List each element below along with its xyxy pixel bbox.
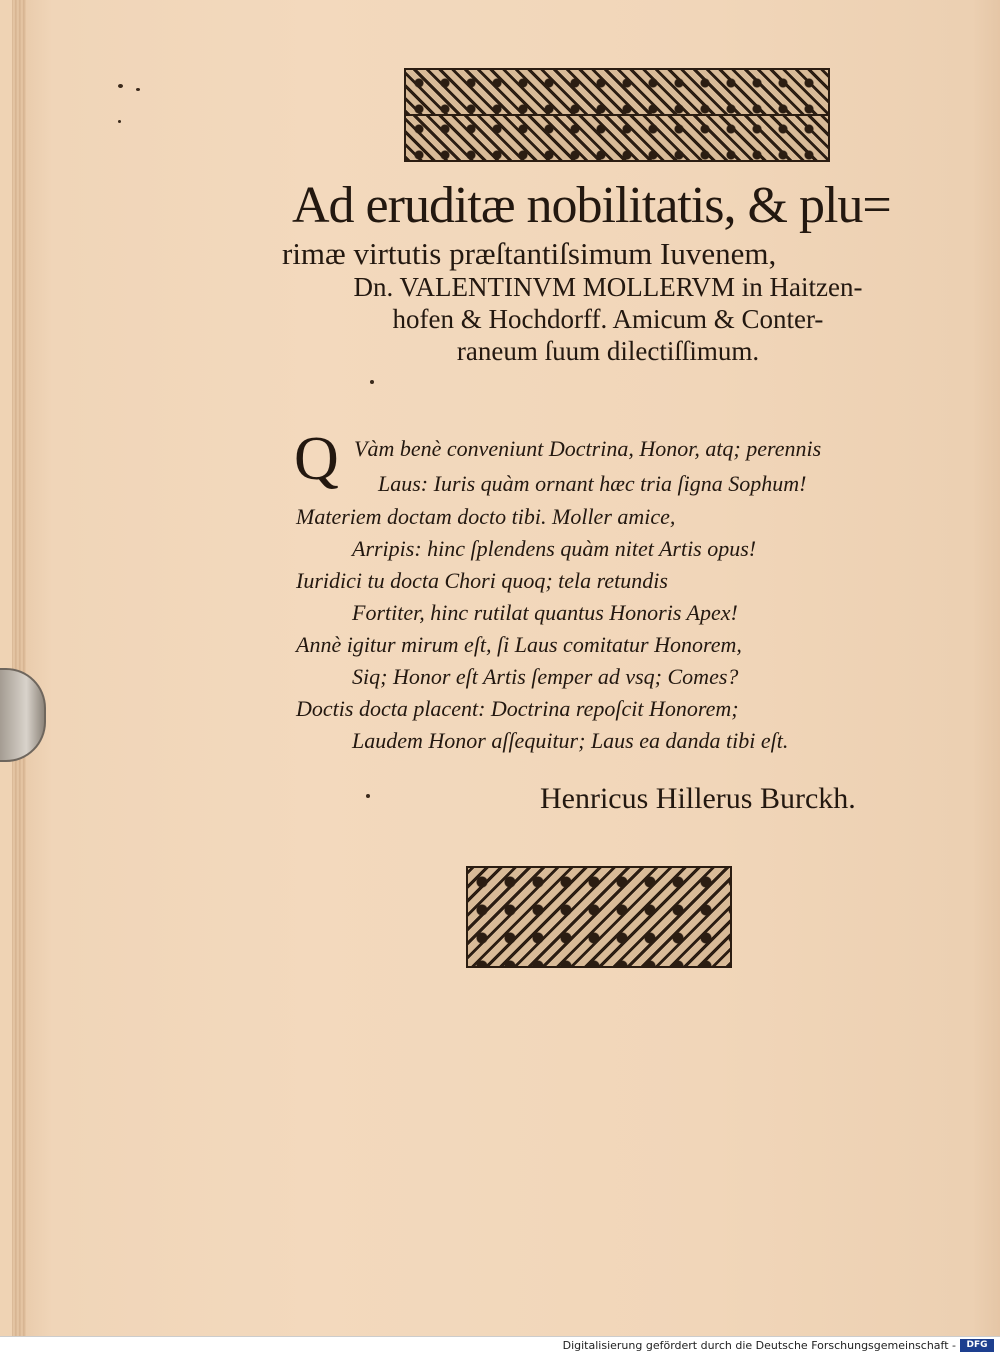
poem-line: Iuridici tu docta Chori quoq; tela retundis bbox=[296, 568, 668, 593]
poem-line: Laudem Honor aſſequitur; Laus ea danda tibi eſt. bbox=[352, 728, 789, 753]
dedication-title bbox=[278, 177, 938, 366]
title-line-1: Ad eruditæ nobilitatis, & plu= bbox=[292, 177, 891, 234]
title-line-5: raneum ſuum dilectiſſimum. bbox=[456, 336, 760, 366]
poem-line: Vàm benè conveniunt Doctrina, Honor, atq; perennis bbox=[354, 436, 822, 461]
ink-speck bbox=[136, 88, 140, 91]
dfg-logo: DFG bbox=[960, 1339, 994, 1352]
poem-line: Doctis docta placent: Doctrina repoſcit Honorem; bbox=[296, 696, 739, 721]
ornament-vignette-bottom bbox=[466, 866, 732, 968]
ink-speck bbox=[366, 794, 370, 798]
title-line-4: hofen & Hochdorff. Amicum & Conter- bbox=[392, 304, 824, 334]
ornament-band-top bbox=[404, 68, 830, 116]
ink-speck bbox=[118, 84, 123, 88]
poem-line: Siq; Honor eſt Artis ſemper ad vsq; Comes? bbox=[352, 664, 739, 689]
title-line-3: Dn. VALENTINVM MOLLERVM in Haitzen- bbox=[353, 272, 863, 302]
drop-cap: Q bbox=[294, 425, 339, 493]
footer-bar bbox=[0, 1336, 1000, 1355]
poem-line: Arripis: hinc ſplendens quàm nitet Artis opus! bbox=[352, 536, 757, 561]
poem-line: Fortiter, hinc rutilat quantus Honoris Apex! bbox=[352, 600, 738, 625]
signature: Henricus Hillerus Burckh. bbox=[540, 782, 856, 815]
title-line-2: rimæ virtutis præſtantiſsimum Iuvenem, bbox=[282, 236, 777, 271]
ink-speck bbox=[118, 120, 121, 123]
poem-line: Laus: Iuris quàm ornant hæc tria ſigna Sophum! bbox=[378, 471, 807, 496]
ornament-band-second bbox=[404, 114, 830, 162]
poem-line: Annè igitur mirum eſt, ſi Laus comitatur Honorem, bbox=[296, 632, 742, 657]
ink-speck bbox=[370, 380, 374, 384]
funding-note: Digitalisierung gefördert durch die Deutsche Forschungsgemeinschaft - bbox=[562, 1339, 956, 1352]
poem-line: Materiem doctam docto tibi. Moller amice, bbox=[296, 504, 676, 529]
